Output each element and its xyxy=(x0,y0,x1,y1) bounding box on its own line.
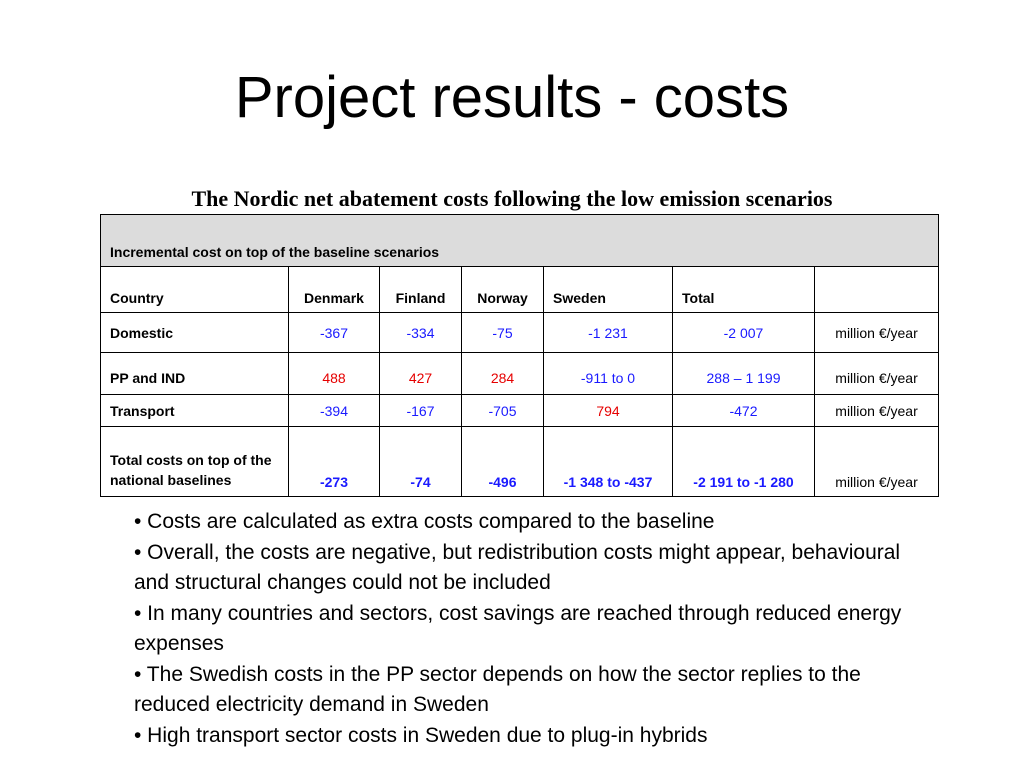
column-header-finland: Finland xyxy=(380,267,462,313)
table-row-pp-and-ind xyxy=(101,353,939,395)
cell-unit: million €/year xyxy=(815,427,939,497)
column-header-denmark: Denmark xyxy=(289,267,380,313)
table-caption: The Nordic net abatement costs following the low emission scenarios xyxy=(191,186,833,211)
cell-sweden: -1 231 xyxy=(544,313,673,353)
column-header-norway: Norway xyxy=(462,267,544,313)
column-header-sweden: Sweden xyxy=(544,267,673,313)
cell-unit: million €/year xyxy=(815,353,939,395)
cell-finland: -334 xyxy=(380,313,462,353)
cell-sweden: 794 xyxy=(544,395,673,427)
table-header-row xyxy=(101,215,939,267)
bullet-item: • High transport sector costs in Sweden due to plug-in hybrids xyxy=(134,723,708,747)
cell-unit: million €/year xyxy=(815,313,939,353)
bullet-item: • The Swedish costs in the PP sector depends on how the sector replies to the reduced electricity demand in Sweden xyxy=(134,662,861,716)
cell-finland: -167 xyxy=(380,395,462,427)
row-label: Domestic xyxy=(101,313,289,353)
table-header-label: Incremental cost on top of the baseline scenarios xyxy=(101,215,939,267)
cell-denmark: 488 xyxy=(289,353,380,395)
cell-total: 288 – 1 199 xyxy=(673,353,815,395)
cell-total: -2 191 to -1 280 xyxy=(673,427,815,497)
row-label: Total costs on top of the national baselines xyxy=(101,427,289,497)
cell-denmark: -394 xyxy=(289,395,380,427)
cell-denmark: -273 xyxy=(289,427,380,497)
cell-total: -2 007 xyxy=(673,313,815,353)
table-row-total xyxy=(101,427,939,497)
cell-finland: 427 xyxy=(380,353,462,395)
cell-finland: -74 xyxy=(380,427,462,497)
column-header-row xyxy=(101,267,939,313)
cell-norway: -75 xyxy=(462,313,544,353)
bullet-item: • Overall, the costs are negative, but redistribution costs might appear, behavioural and structural changes could not be included xyxy=(134,540,901,594)
column-header-country: Country xyxy=(101,267,289,313)
cell-sweden: -911 to 0 xyxy=(544,353,673,395)
column-header-total: Total xyxy=(673,267,815,313)
cell-norway: -705 xyxy=(462,395,544,427)
row-label: PP and IND xyxy=(101,353,289,395)
row-label: Transport xyxy=(101,395,289,427)
cell-denmark: -367 xyxy=(289,313,380,353)
cell-total: -472 xyxy=(673,395,815,427)
cell-norway: 284 xyxy=(462,353,544,395)
cost-table xyxy=(100,214,939,497)
bullet-item: • Costs are calculated as extra costs compared to the baseline xyxy=(134,510,715,533)
column-header-unit xyxy=(815,267,939,313)
bullet-list xyxy=(134,507,924,751)
table-row-domestic xyxy=(101,313,939,353)
bullet-item: • In many countries and sectors, cost savings are reached through reduced energy expenses xyxy=(134,601,902,655)
table-row-transport xyxy=(101,395,939,427)
cell-unit: million €/year xyxy=(815,395,939,427)
cell-norway: -496 xyxy=(462,427,544,497)
cell-sweden: -1 348 to -437 xyxy=(544,427,673,497)
slide-title: Project results - costs xyxy=(234,65,790,130)
